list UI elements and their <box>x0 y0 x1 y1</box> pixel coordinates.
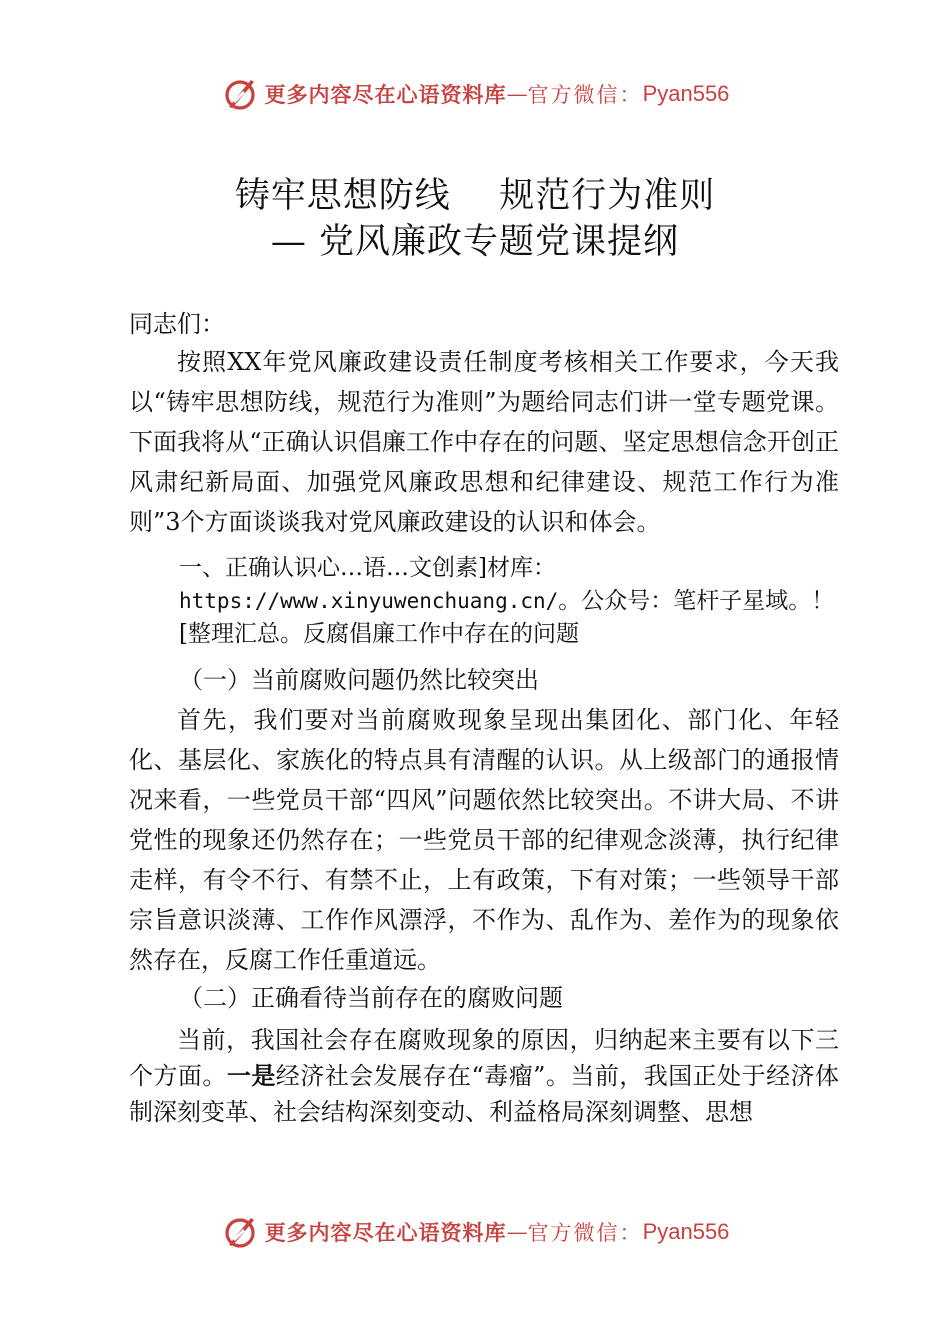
greeting: 同志们： <box>129 310 225 338</box>
document-subtitle: — 党风廉政专题党课提纲 <box>270 222 680 262</box>
brush-circle-logo-icon <box>221 74 261 114</box>
subsection-2-bold: 一是 <box>226 1062 276 1090</box>
banner-text: 更多内容尽在心语资料库 <box>264 82 507 107</box>
section-1-link[interactable]: https://www.xinyuwenchuang.cn/ <box>179 589 559 613</box>
footer-banner-text: 更多内容尽在心语资料库 <box>264 1220 507 1245</box>
banner-dash: — <box>506 82 528 106</box>
header-banner <box>0 72 950 116</box>
section-1-heading-pre: 一、正确认识心…语…文创素]材库： <box>179 555 556 581</box>
subsection-2-text-a: 当前，我国社会存在腐败现象的原因，归纳起来主要有以下三个方面。 <box>129 1026 839 1090</box>
subsection-2-text-b: 经济社会发展存在“毒瘤”。当前，我国正处于经济体制深刻变革、社会结构深刻变动、利益格局深刻调整、思想 <box>129 1062 840 1126</box>
section-1-heading <box>179 552 859 651</box>
subsection-2-heading: （二）正确看待当前存在的腐败问题 <box>179 984 563 1012</box>
footer-banner-dash: — <box>506 1220 528 1244</box>
section-1-heading-post: 。公众号：笔杆子星域。！[整理汇总。反腐倡廉工作中存在的问题 <box>179 588 835 647</box>
subsection-2-paragraph <box>129 1022 839 1130</box>
banner-wechat-label: 官方微信： <box>527 83 643 107</box>
footer-banner <box>0 1210 950 1254</box>
subsection-1-heading: （一）当前腐败问题仍然比较突出 <box>179 666 539 694</box>
brush-circle-logo-icon <box>221 1212 261 1252</box>
footer-banner-wechat-id: Pyan556 <box>642 1219 730 1244</box>
intro-paragraph: 按照XX年党风廉政建设责任制度考核相关工作要求，今天我以“铸牢思想防线，规范行为准则”为题给同志们讲一堂专题党课。下面我将从“正确认识倡廉工作中存在的问题、坚定思想信念开创正风肃纪新局面、加强党风廉政思想和纪律建设、规范工作行为准则”3个方面谈谈我对党风廉政建设的认识和体会。 <box>129 348 839 536</box>
footer-banner-wechat-label: 官方微信： <box>527 1221 643 1245</box>
banner-wechat-id: Pyan556 <box>642 81 730 106</box>
subsection-1-paragraph: 首先，我们要对当前腐败现象呈现出集团化、部门化、年轻化、基层化、家族化的特点具有清醒的认识。从上级部门的通报情况来看，一些党员干部“四风”问题依然比较突出。不讲大局、不讲党性的现象还仍然存在；一些党员干部的纪律观念淡薄，执行纪律走样，有令不行、有禁不止，上有政策，下有对策；一些领导干部宗旨意识淡薄、工作作风漂浮，不作为、乱作为、差作为的现象依然存在，反腐工作任重道远。 <box>129 706 839 974</box>
document-title: 铸牢思想防线 规范行为准则 <box>234 176 716 216</box>
